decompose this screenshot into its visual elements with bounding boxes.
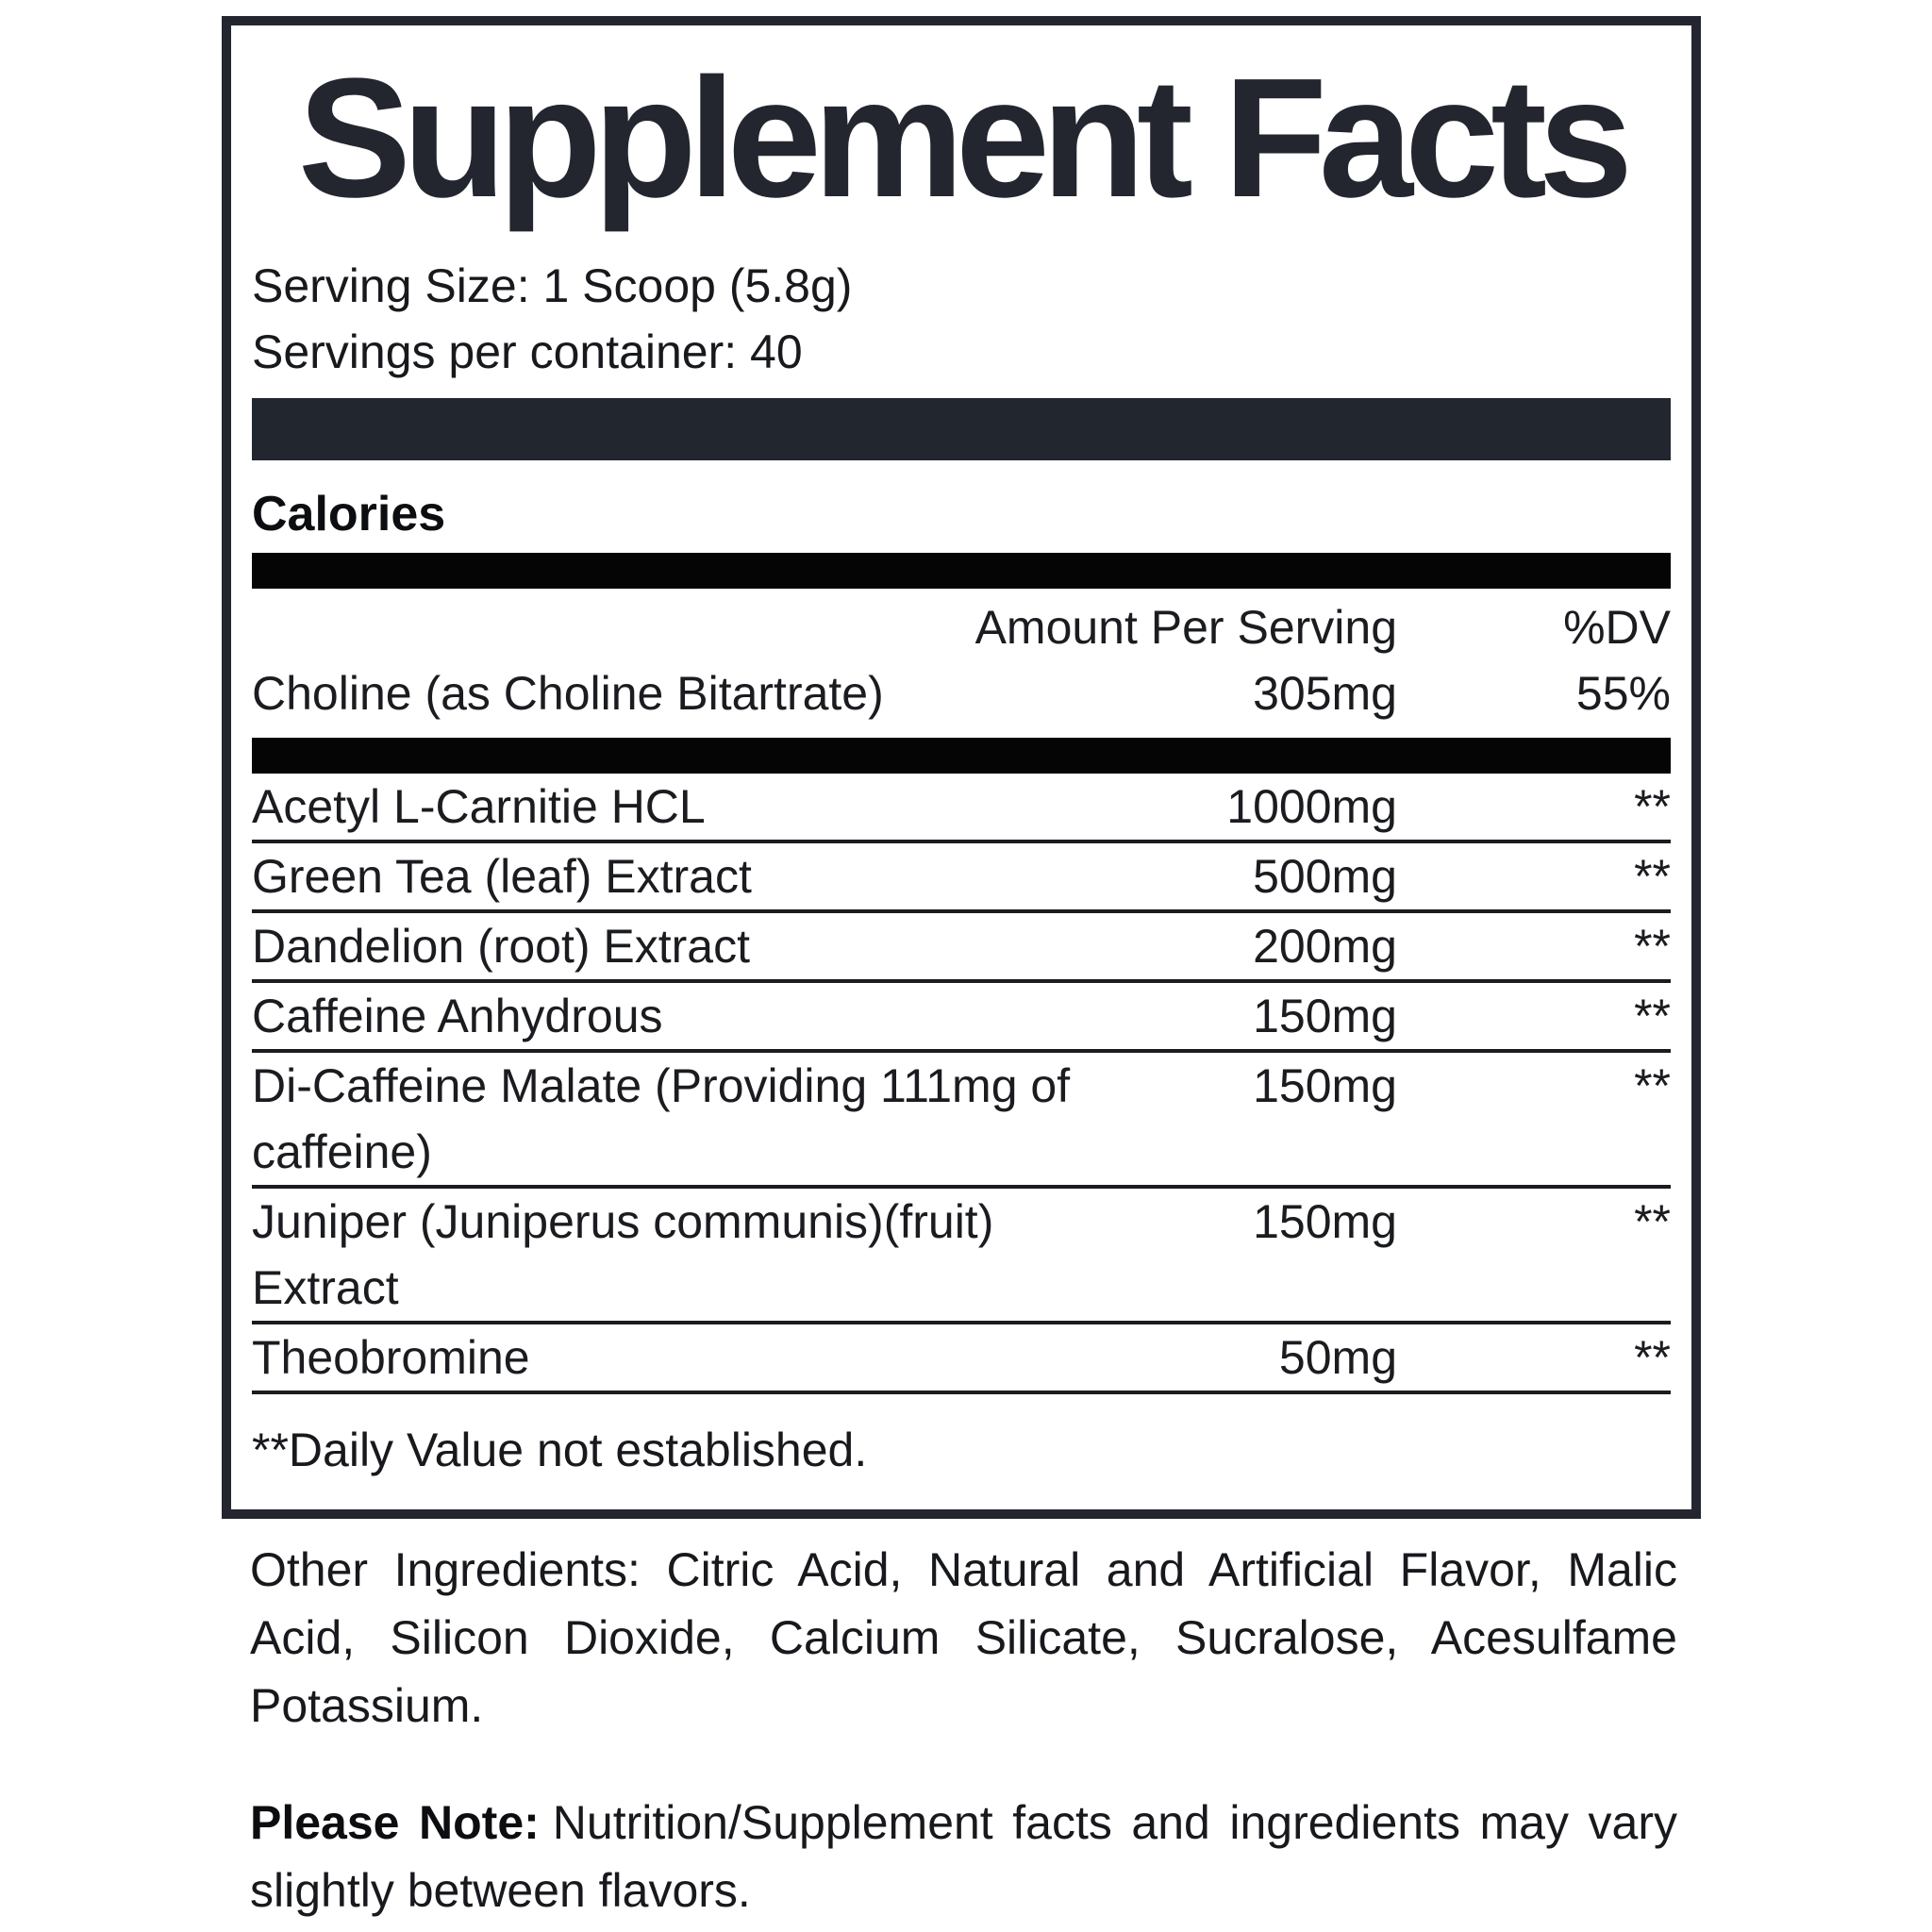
ingredient-dv: ** [1634,780,1671,834]
ingredient-dv: ** [1634,1059,1671,1113]
thick-divider-black-mid [252,738,1671,774]
please-note-text: Nutrition/Supplement facts and ingredients may vary slightly between flavors. [250,1796,1677,1917]
ingredient-row [252,983,1671,1053]
ingredient-row [252,913,1671,983]
ingredient-amount: 50mg [1278,1331,1397,1385]
ingredient-name: Choline (as Choline Bitartrate) [252,667,884,721]
amount-per-serving-header: Amount Per Serving [974,601,1397,655]
ingredient-dv: ** [1634,1331,1671,1385]
ingredient-name: Green Tea (leaf) Extract [252,850,752,904]
panel-title: Supplement Facts [297,43,1625,233]
ingredient-amount: 200mg [1253,920,1397,974]
ingredient-amount: 1000mg [1226,780,1397,834]
thick-divider-charcoal [252,398,1671,460]
daily-value-footnote: **Daily Value not established. [252,1424,868,1477]
column-header-row [252,594,1671,660]
ingredient-amount: 150mg [1253,1195,1397,1249]
thick-divider-black-top [252,553,1671,589]
ingredient-dv: ** [1634,850,1671,904]
ingredient-dv: ** [1634,1195,1671,1249]
ingredient-name: Dandelion (root) Extract [252,920,751,974]
ingredient-dv: 55% [1575,667,1671,721]
please-note-label: Please Note: [250,1796,540,1849]
choline-row [252,660,1671,726]
ingredient-amount: 500mg [1253,850,1397,904]
ingredient-dv: ** [1634,990,1671,1043]
ingredient-name: Juniper (Juniperus communis)(fruit) Extract [252,1195,994,1315]
ingredient-row [252,774,1671,843]
supplement-facts-panel [222,16,1701,1519]
ingredient-row [252,843,1671,913]
additional-info [250,1536,1677,1924]
ingredient-row [252,1324,1671,1394]
other-ingredients-paragraph: Other Ingredients: Citric Acid, Natural and Artificial Flavor, Malic Acid, Silicon Dioxide, Calcium Silicate, Sucralose, Acesulfame Potassium. [250,1543,1677,1732]
ingredient-rows [252,774,1671,1394]
ingredient-name: Caffeine Anhydrous [252,990,663,1043]
ingredient-amount: 150mg [1253,990,1397,1043]
please-note-paragraph [250,1789,1677,1924]
ingredient-name: Di-Caffeine Malate (Providing 111mg of caffeine) [252,1059,1071,1179]
serving-info [252,253,1671,385]
ingredient-dv: ** [1634,920,1671,974]
calories-label: Calories [252,487,446,541]
ingredient-row [252,1053,1671,1189]
serving-size: Serving Size: 1 Scoop (5.8g) [252,259,853,312]
ingredient-amount: 150mg [1253,1059,1397,1113]
percent-dv-header: %DV [1563,601,1671,655]
ingredient-name: Acetyl L-Carnitie HCL [252,780,706,834]
ingredient-row [252,1189,1671,1324]
ingredient-name: Theobromine [252,1331,530,1385]
ingredient-amount: 305mg [1253,667,1397,721]
servings-per-container: Servings per container: 40 [252,325,803,378]
